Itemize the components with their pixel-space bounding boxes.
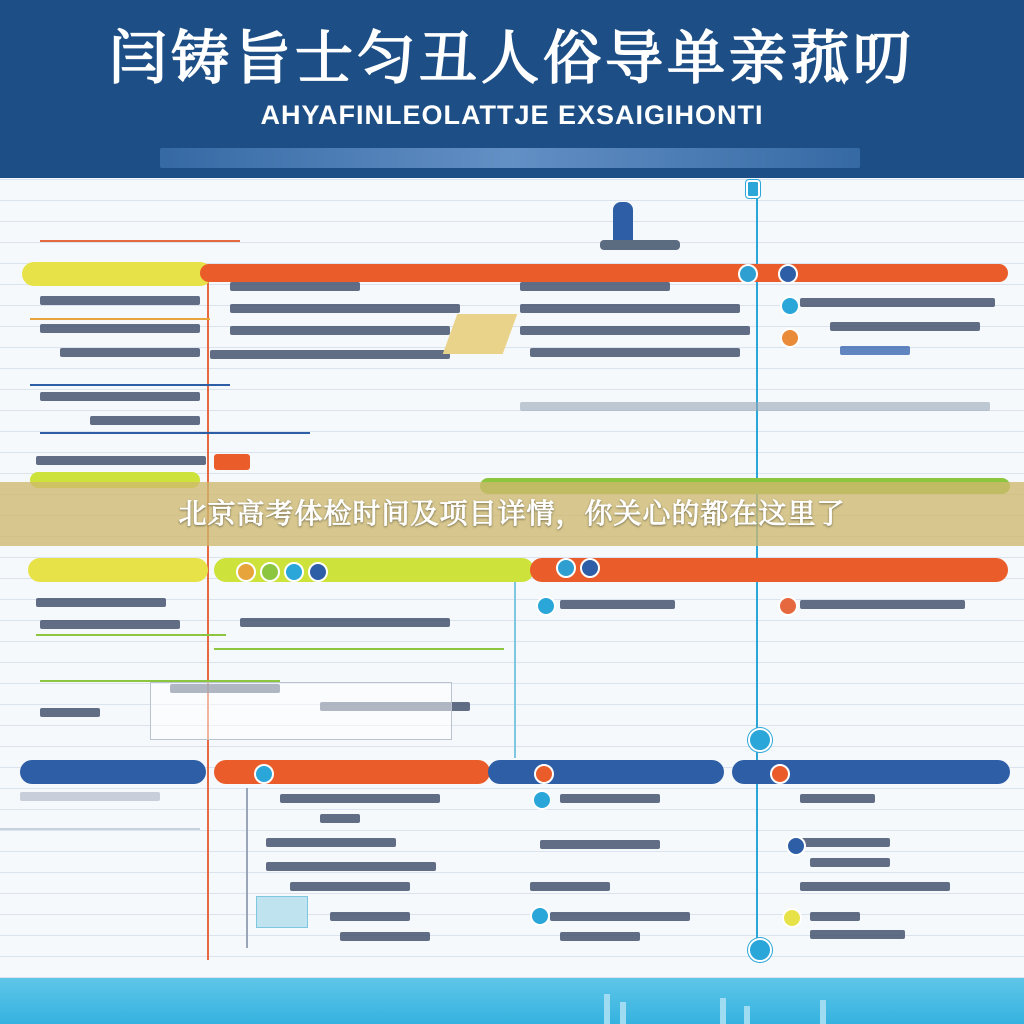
timeline-board xyxy=(0,178,1024,978)
illustration xyxy=(150,682,452,740)
timeline-node-icon xyxy=(746,180,760,198)
band-left-3 xyxy=(28,558,208,582)
badge-icon xyxy=(254,764,274,784)
text-mark xyxy=(520,304,740,313)
timeline-axis-mid xyxy=(514,558,516,758)
text-mark xyxy=(40,708,100,717)
badge-icon xyxy=(778,596,798,616)
badge-icon xyxy=(770,764,790,784)
badge-icon xyxy=(236,562,256,582)
rule xyxy=(30,384,230,386)
text-mark xyxy=(800,794,875,803)
timeline-node-icon xyxy=(748,728,772,752)
text-mark xyxy=(90,416,200,425)
text-mark xyxy=(60,348,200,357)
rule xyxy=(40,240,240,242)
text-mark xyxy=(800,600,965,609)
text-mark xyxy=(800,882,950,891)
badge-icon xyxy=(782,908,802,928)
footer-band xyxy=(0,978,1024,1024)
rule xyxy=(40,432,310,434)
caption-overlay xyxy=(0,482,1024,546)
illustration xyxy=(443,314,518,354)
skyline-bar xyxy=(720,998,726,1024)
text-mark xyxy=(810,930,905,939)
header-strip xyxy=(160,148,860,168)
text-mark xyxy=(530,348,740,357)
text-mark xyxy=(560,600,675,609)
badge-icon xyxy=(786,836,806,856)
text-mark xyxy=(840,346,910,355)
rule xyxy=(214,648,504,650)
text-mark xyxy=(40,324,200,333)
text-mark xyxy=(36,598,166,607)
text-mark xyxy=(810,912,860,921)
text-mark xyxy=(40,296,200,305)
badge-icon xyxy=(532,790,552,810)
text-mark xyxy=(550,912,690,921)
text-mark xyxy=(320,814,360,823)
badge-icon xyxy=(530,906,550,926)
badge-icon xyxy=(780,296,800,316)
rule xyxy=(36,634,226,636)
text-mark xyxy=(210,350,450,359)
badge-icon xyxy=(580,558,600,578)
badge-icon xyxy=(738,264,758,284)
text-mark xyxy=(40,392,200,401)
text-mark xyxy=(560,794,660,803)
badge-icon xyxy=(260,562,280,582)
text-mark xyxy=(266,838,396,847)
text-mark xyxy=(810,858,890,867)
bracket-line xyxy=(246,788,248,948)
badge-icon xyxy=(536,596,556,616)
medical-device-icon xyxy=(600,240,680,250)
text-mark xyxy=(230,304,460,313)
text-mark xyxy=(560,932,640,941)
text-mark xyxy=(290,882,410,891)
text-mark xyxy=(20,792,160,801)
skyline-bar xyxy=(620,1002,626,1024)
text-mark xyxy=(280,794,440,803)
text-mark xyxy=(340,932,430,941)
text-mark xyxy=(530,882,610,891)
rule xyxy=(0,828,200,830)
band-left-2 xyxy=(214,454,250,470)
badge-icon xyxy=(308,562,328,582)
text-mark xyxy=(40,620,180,629)
badge-icon xyxy=(556,558,576,578)
page-subtitle: AHYAFINLEOLATTJE EXSAIGIHONTI xyxy=(260,100,764,130)
text-mark xyxy=(520,282,670,291)
text-mark xyxy=(800,838,890,847)
text-mark xyxy=(230,326,450,335)
badge-icon xyxy=(284,562,304,582)
badge-icon xyxy=(780,328,800,348)
band-main-3b xyxy=(530,558,1008,582)
band-left-4 xyxy=(20,760,206,784)
timeline-node-icon xyxy=(748,938,772,962)
text-mark xyxy=(266,862,436,871)
caption-title: 北京高考体检时间及项目详情，你关心的都在这里了 xyxy=(178,497,846,530)
text-mark xyxy=(240,618,450,627)
text-mark xyxy=(36,456,206,465)
text-mark xyxy=(800,298,995,307)
band-main-4b xyxy=(488,760,724,784)
badge-icon xyxy=(534,764,554,784)
text-mark xyxy=(520,402,990,411)
text-mark xyxy=(830,322,980,331)
rule xyxy=(30,318,210,320)
text-mark xyxy=(520,326,750,335)
skyline-bar xyxy=(604,994,610,1024)
skyline-bar xyxy=(820,1000,826,1024)
badge-icon xyxy=(778,264,798,284)
timeline-axis-red xyxy=(207,270,209,960)
header-banner xyxy=(0,0,1024,178)
illustration xyxy=(256,896,308,928)
band-left-1 xyxy=(22,262,212,286)
skyline-bar xyxy=(744,1006,750,1024)
page-title: 闫铸旨士匀丑人俗导单亲菰叨 xyxy=(108,24,915,92)
text-mark xyxy=(540,840,660,849)
band-main-1 xyxy=(200,264,1008,282)
text-mark xyxy=(330,912,410,921)
text-mark xyxy=(230,282,360,291)
